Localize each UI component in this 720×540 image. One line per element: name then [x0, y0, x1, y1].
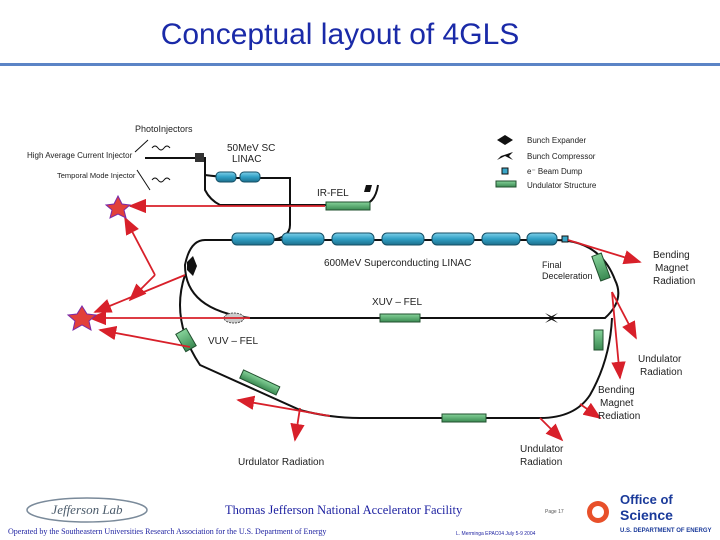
undulator-r-label-1: Undulator [638, 354, 682, 365]
footer-center-text: Thomas Jefferson National Accelerator Facility [225, 503, 463, 517]
svg-text:Office of: Office of [620, 492, 673, 507]
bunch-expander-icon [497, 135, 513, 145]
jefferson-lab-logo [20, 494, 155, 528]
legend-label-1: Bunch Compressor [527, 152, 596, 161]
beam-ring [145, 158, 618, 418]
final-decel-label-2: Deceleration [542, 271, 593, 281]
footer-page-number: Page 17 [545, 509, 564, 515]
tm-injector-label: Temporal Mode Injector [57, 171, 136, 180]
injector-lines [135, 140, 170, 190]
bunch-compressor-icon [497, 152, 513, 160]
page-title: Conceptual layout of 4GLS [160, 18, 520, 51]
undulator-r-label-2: Radiation [640, 367, 683, 378]
legend-label-3: Undulator Structure [527, 181, 597, 190]
bending1-label-1: Bending [653, 250, 690, 261]
sc-linac-label-2: LINAC [232, 154, 262, 165]
bending1-label-3: Radiation [653, 276, 696, 287]
undulator-structure-icon [496, 181, 516, 187]
undulator-b-label-2: Radiation [520, 457, 563, 468]
footer-operated-text: Operated by the Southeastern Universities Research Association for the U.S. Department of Energy [8, 527, 327, 536]
diagram-labels [27, 124, 695, 468]
undulator-bottom-label: Urdulator Radiation [238, 457, 325, 468]
ir-fel-label: IR-FEL [317, 188, 349, 199]
main-linac-label: 600MeV Superconducting LINAC [324, 258, 472, 269]
legend-label-0: Bunch Expander [527, 136, 587, 145]
bending2-label-2: Magnet [600, 398, 634, 409]
footer-date-text: L. Merminga EPAC04 July 5-9 2004 [456, 531, 536, 537]
doe-office-of-science-logo [584, 492, 716, 540]
undulator-b-label-1: Undulator [520, 444, 564, 455]
beam-dump-icon [502, 168, 508, 174]
legend-labels [527, 136, 597, 190]
svg-text:Jefferson Lab: Jefferson Lab [51, 502, 123, 517]
bending2-label-3: Rediation [598, 411, 641, 422]
legend-label-2: e⁻ Beam Dump [527, 167, 583, 176]
final-decel-label-1: Final [542, 260, 562, 270]
svg-text:U.S. DEPARTMENT OF ENERGY: U.S. DEPARTMENT OF ENERGY [620, 528, 712, 534]
hac-injector-label: High Average Current Injector [27, 151, 133, 160]
vuv-fel-label: VUV – FEL [208, 336, 259, 347]
xuv-fel-label: XUV – FEL [372, 297, 423, 308]
legend-icons [496, 135, 516, 187]
bending1-label-2: Magnet [655, 263, 689, 274]
bending2-label-1: Bending [598, 385, 635, 396]
sc-linac-label-1: 50MeV SC [227, 143, 276, 154]
svg-text:Science: Science [620, 507, 673, 523]
photoinjectors-label: PhotoInjectors [135, 124, 193, 134]
